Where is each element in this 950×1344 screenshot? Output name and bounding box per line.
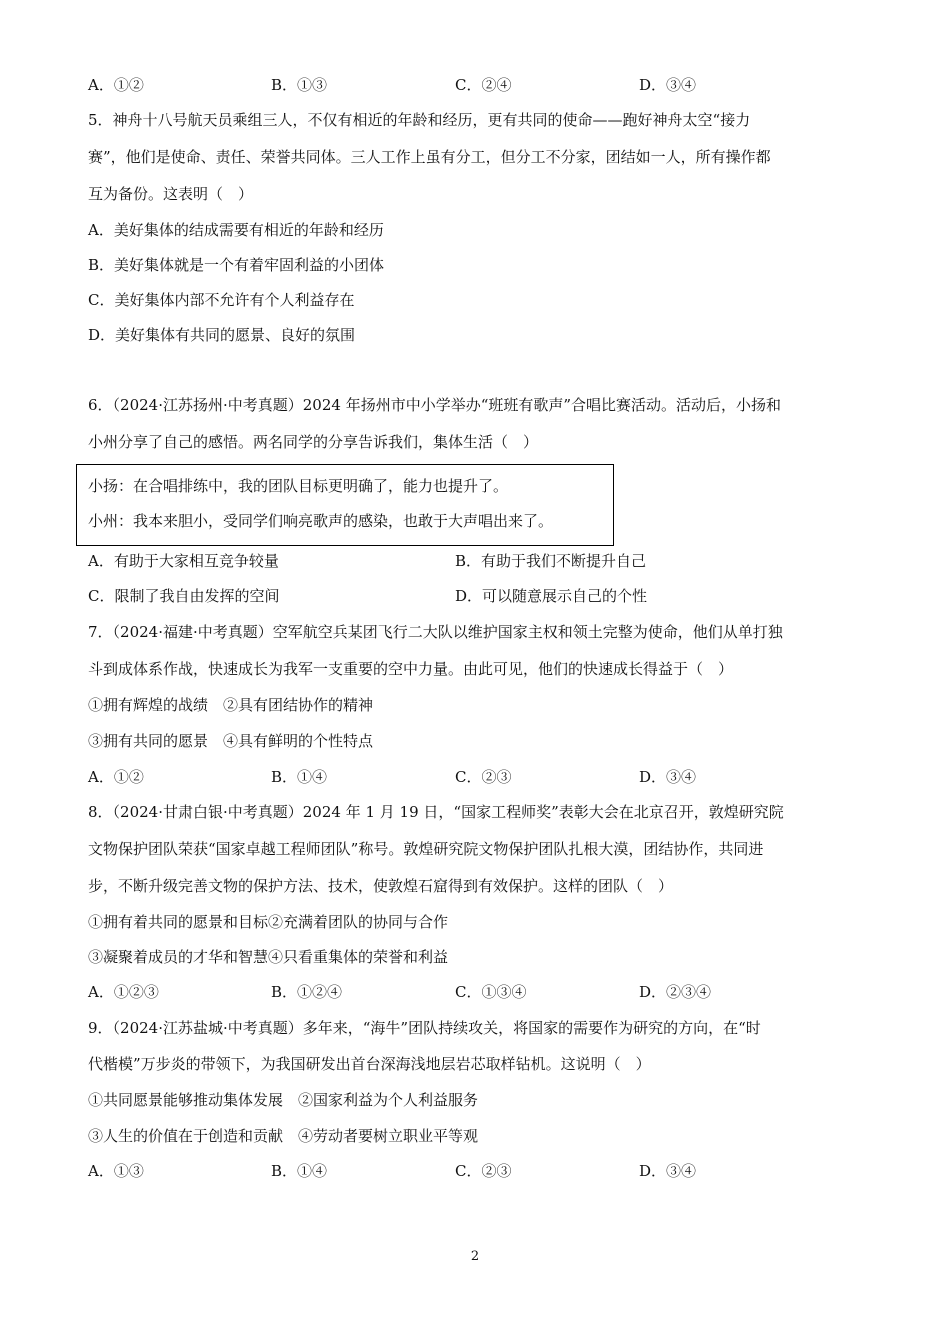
q4-option-b: B．①③ [271, 76, 328, 94]
q5-option-a: A．美好集体的结成需要有相近的年龄和经历 [88, 221, 384, 239]
q7-option-b: B．①④ [271, 768, 328, 786]
q7-option-a: A．①② [88, 768, 144, 786]
q6-quote-box [76, 464, 614, 546]
q7-option-c: C．②③ [455, 768, 512, 786]
q8-stem-line-3: 步，不断升级完善文物的保护方法、技术，使敦煌石窟得到有效保护。这样的团队（ ） [88, 877, 674, 895]
q6-option-d: D．可以随意展示自己的个性 [455, 587, 648, 605]
q9-option-d: D．③④ [639, 1162, 697, 1180]
q5-option-b: B．美好集体就是一个有着牢固利益的小团体 [88, 256, 385, 274]
q5-stem-line-2: 赛”，他们是使命、责任、荣誉共同体。三人工作上虽有分工，但分工不分家，团结如一人，所有操作都 [88, 148, 771, 166]
q9-option-b: B．①④ [271, 1162, 328, 1180]
q5-option-d: D．美好集体有共同的愿景、良好的氛围 [88, 326, 356, 344]
q7-stem-line-1: 7．（2024·福建·中考真题）空军航空兵某团飞行二大队以维护国家主权和领土完整为使命，他们从单打独 [88, 623, 783, 641]
q9-option-a: A．①③ [88, 1162, 144, 1180]
q5-option-c: C．美好集体内部不允许有个人利益存在 [88, 291, 355, 309]
q9-option-c: C．②③ [455, 1162, 512, 1180]
q8-option-c: C．①③④ [455, 983, 527, 1001]
q7-item-line-1: ①拥有辉煌的战绩 ②具有团结协作的精神 [88, 696, 374, 714]
q8-item-line-2: ③凝聚着成员的才华和智慧④只看重集体的荣誉和利益 [88, 948, 449, 966]
q6-stem-line-1: 6．（2024·江苏扬州·中考真题）2024 年扬州市中小学举办“班班有歌声”合唱比赛活动。活动后，小扬和 [88, 396, 782, 414]
q6-box-line-2: 小州：我本来胆小，受同学们响亮歌声的感染，也敢于大声唱出来了。 [88, 512, 554, 530]
q9-item-line-1: ①共同愿景能够推动集体发展 ②国家利益为个人利益服务 [88, 1091, 479, 1109]
q5-stem-line-1: 5．神舟十八号航天员乘组三人，不仅有相近的年龄和经历，更有共同的使命——跑好神舟太空“接力 [88, 111, 751, 129]
q5-stem-line-3: 互为备份。这表明（ ） [88, 185, 254, 203]
q7-option-d: D．③④ [639, 768, 697, 786]
q6-box-line-1: 小扬：在合唱排练中，我的团队目标更明确了，能力也提升了。 [88, 477, 509, 495]
q9-stem-line-2: 代楷模”万步炎的带领下，为我国研发出首台深海浅地层岩芯取样钻机。这说明（ ） [88, 1055, 651, 1073]
q8-stem-line-1: 8．（2024·甘肃白银·中考真题）2024 年 1 月 19 日，“国家工程师奖”表彰大会在北京召开，敦煌研究院 [88, 803, 784, 821]
q9-item-line-2: ③人生的价值在于创造和贡献 ④劳动者要树立职业平等观 [88, 1127, 479, 1145]
q6-option-a: A．有助于大家相互竞争较量 [88, 552, 279, 570]
q6-stem-line-2: 小州分享了自己的感悟。两名同学的分享告诉我们，集体生活（ ） [88, 433, 539, 451]
q8-option-b: B．①②④ [271, 983, 343, 1001]
q8-item-line-1: ①拥有着共同的愿景和目标②充满着团队的协同与合作 [88, 913, 449, 931]
page-number: 2 [470, 1249, 480, 1264]
q6-option-c: C．限制了我自由发挥的空间 [88, 587, 280, 605]
q8-option-a: A．①②③ [88, 983, 159, 1001]
q9-stem-line-1: 9．（2024·江苏盐城·中考真题）多年来，“海牛”团队持续攻关，将国家的需要作为研究的方向，在“时 [88, 1019, 761, 1037]
q4-option-c: C．②④ [455, 76, 512, 94]
q7-stem-line-2: 斗到成体系作战，快速成长为我军一支重要的空中力量。由此可见，他们的快速成长得益于（ ） [88, 660, 734, 678]
q8-stem-line-2: 文物保护团队荣获“国家卓越工程师团队”称号。敦煌研究院文物保护团队扎根大漠，团结协作，共同进 [88, 840, 764, 858]
q7-item-line-2: ③拥有共同的愿景 ④具有鲜明的个性特点 [88, 732, 374, 750]
q6-option-b: B．有助于我们不断提升自己 [455, 552, 647, 570]
q4-option-a: A．①② [88, 76, 144, 94]
q4-option-d: D．③④ [639, 76, 697, 94]
q8-option-d: D．②③④ [639, 983, 712, 1001]
